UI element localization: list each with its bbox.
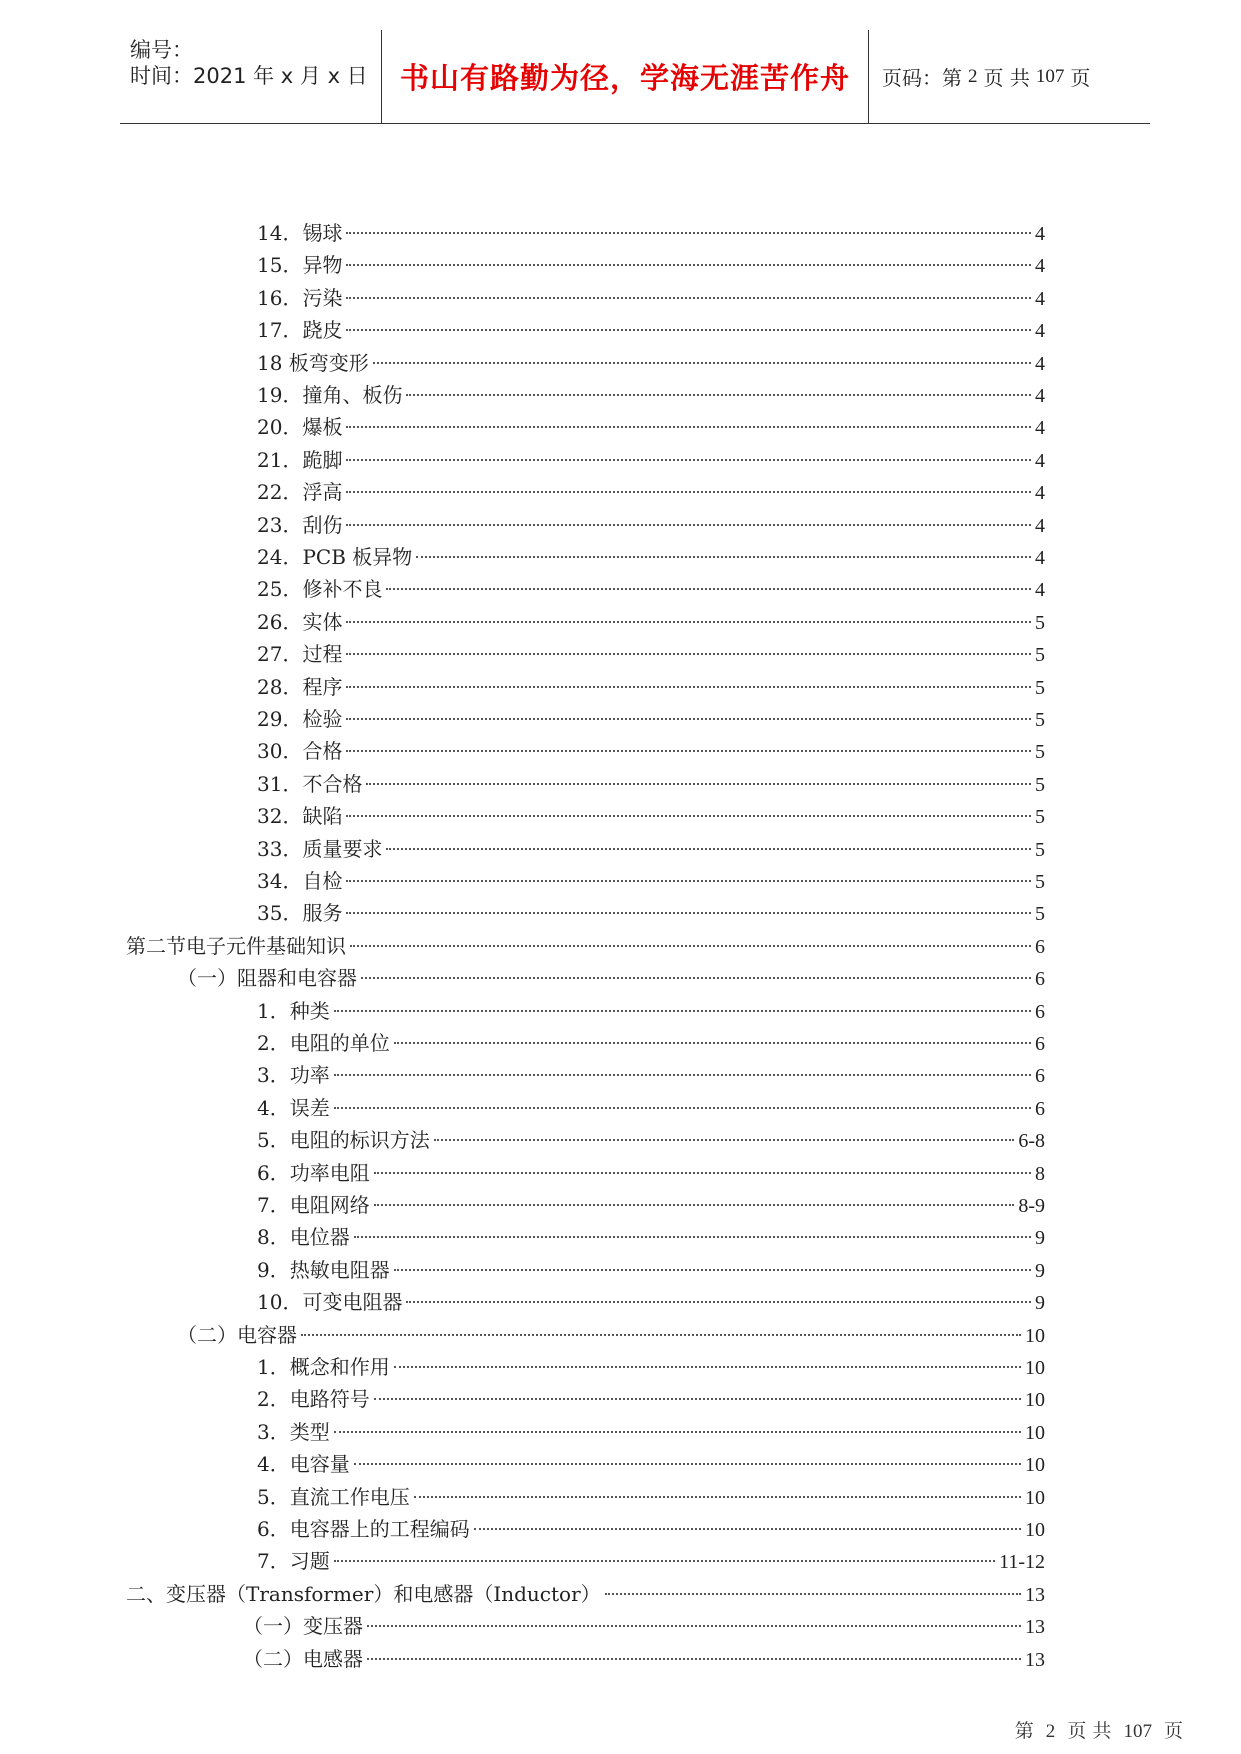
toc-entry-page: 4 [1035, 547, 1045, 569]
header-number-label: 编号： [130, 38, 193, 62]
toc-entry-label: 21．跪脚 [257, 447, 343, 472]
toc-entry-label: （一）阻器和电容器 [177, 966, 357, 991]
toc-entry-page: 5 [1035, 709, 1045, 731]
toc-leader-dots [366, 783, 1031, 785]
toc-entry-page: 5 [1035, 838, 1045, 861]
page-header [120, 30, 1150, 124]
toc-leader-dots [414, 1496, 1021, 1498]
toc-entry[interactable] [257, 509, 1045, 541]
toc-leader-dots [394, 1042, 1031, 1044]
toc-leader-dots [367, 1658, 1021, 1660]
toc-leader-dots [346, 491, 1031, 493]
toc-entry-page: 4 [1035, 223, 1045, 245]
toc-entry-label: 7．电阻网络 [257, 1193, 370, 1217]
toc-entry[interactable] [243, 1643, 1045, 1675]
toc-entry-page: 13 [1025, 1616, 1045, 1639]
footer-page-total: 107 [1123, 1721, 1152, 1742]
toc-leader-dots [346, 459, 1031, 461]
toc-entry[interactable] [126, 930, 1045, 962]
toc-entry[interactable] [257, 1124, 1045, 1156]
toc-entry-page: 10 [1025, 1324, 1045, 1347]
footer-page-current: 2 [1045, 1721, 1056, 1742]
toc-entry[interactable] [257, 1351, 1045, 1383]
toc-leader-dots [301, 1334, 1021, 1336]
toc-entry-label: 27．过程 [257, 642, 343, 667]
toc-entry-page: 5 [1035, 676, 1045, 699]
toc-entry[interactable] [257, 1448, 1045, 1480]
toc-entry-label: 9．热敏电阻器 [257, 1257, 390, 1282]
toc-entry[interactable] [257, 1189, 1045, 1221]
toc-entry-page: 8 [1035, 1162, 1045, 1185]
toc-entry[interactable] [257, 1221, 1045, 1253]
toc-entry-page: 4 [1035, 287, 1045, 310]
toc-leader-dots [334, 1074, 1031, 1076]
toc-leader-dots [346, 912, 1031, 914]
toc-entry-label: 33．质量要求 [257, 836, 383, 861]
toc-entry[interactable] [257, 768, 1045, 800]
toc-entry-page: 10 [1025, 1421, 1045, 1444]
toc-entry-label: 32．缺陷 [257, 804, 343, 829]
toc-leader-dots [361, 977, 1031, 979]
toc-entry[interactable] [177, 1319, 1045, 1351]
toc-leader-dots [386, 848, 1031, 850]
toc-leader-dots [346, 297, 1031, 299]
toc-entry-label: 22．浮高 [257, 480, 343, 505]
toc-leader-dots [394, 1269, 1031, 1271]
toc-entry-label: 30．合格 [257, 739, 343, 764]
toc-entry-label: 6．电容器上的工程编码 [257, 1517, 470, 1541]
toc-leader-dots [374, 1398, 1021, 1400]
toc-leader-dots [374, 1172, 1031, 1174]
toc-entry-page: 4 [1035, 514, 1045, 537]
toc-entry[interactable] [257, 282, 1045, 314]
toc-entry-page: 10 [1025, 1519, 1045, 1541]
toc-entry[interactable] [257, 1286, 1045, 1318]
toc-entry-label: 16．污染 [257, 285, 343, 310]
toc-entry[interactable] [257, 1383, 1045, 1415]
header-meta [130, 30, 390, 123]
toc-entry[interactable] [257, 541, 1045, 573]
toc-entry-page: 6 [1035, 1000, 1045, 1023]
toc-entry-label: 5．电阻的标识方法 [257, 1128, 430, 1153]
toc-entry[interactable] [257, 1059, 1045, 1091]
toc-leader-dots [346, 880, 1031, 882]
toc-entry-label: 10．可变电阻器 [257, 1290, 403, 1315]
toc-entry-page: 5 [1035, 644, 1045, 667]
toc-leader-dots [334, 1560, 995, 1562]
toc-entry-page: 13 [1025, 1648, 1045, 1671]
toc-entry-label: 15．异物 [257, 253, 343, 278]
toc-entry-label: （二）电感器 [243, 1646, 363, 1671]
toc-leader-dots [374, 1204, 1015, 1206]
toc-leader-dots [386, 588, 1031, 590]
toc-leader-dots [346, 718, 1031, 720]
toc-entry-page: 10 [1025, 1486, 1045, 1509]
toc-entry[interactable] [257, 833, 1045, 865]
toc-entry-label: 2．电阻的单位 [257, 1031, 390, 1055]
toc-entry-label: 6．功率电阻 [257, 1160, 370, 1185]
toc-entry[interactable] [257, 865, 1045, 897]
toc-leader-dots [373, 362, 1031, 364]
toc-entry[interactable] [257, 671, 1045, 703]
toc-leader-dots [346, 232, 1031, 234]
header-page-middle: 页 共 [983, 66, 1030, 90]
toc-entry-page: 4 [1035, 449, 1045, 472]
toc-entry-page: 6 [1035, 935, 1045, 958]
toc-entry-label: 4．电容量 [257, 1452, 350, 1477]
toc-leader-dots [346, 815, 1031, 817]
toc-entry-page: 4 [1035, 320, 1045, 343]
toc-entry[interactable] [257, 411, 1045, 443]
toc-entry-page: 4 [1035, 352, 1045, 375]
toc-leader-dots [416, 556, 1031, 558]
header-page-current: 2 [968, 65, 978, 87]
toc-entry-page: 13 [1025, 1583, 1045, 1606]
toc-entry-label: 26．实体 [257, 609, 343, 634]
toc-leader-dots [346, 524, 1031, 526]
toc-entry[interactable] [257, 217, 1045, 249]
toc-entry-page: 5 [1035, 806, 1045, 829]
toc-entry-label: 31．不合格 [257, 771, 363, 796]
toc-leader-dots [346, 621, 1031, 623]
footer-prefix: 第 [1014, 1720, 1034, 1742]
header-page-prefix: 页码：第 [882, 66, 962, 90]
toc-entry-label: 8．电位器 [257, 1225, 350, 1250]
toc-entry-label: 35．服务 [257, 901, 343, 926]
toc-entry-page: 5 [1035, 903, 1045, 926]
toc-entry-label: （二）电容器 [177, 1322, 297, 1347]
toc-entry-page: 4 [1035, 579, 1045, 602]
toc-entry-label: 29．检验 [257, 707, 343, 731]
toc-entry-label: 7．习题 [257, 1549, 330, 1574]
toc-entry-label: 17．跷皮 [257, 318, 343, 343]
header-motto: 书山有路勤为径，学海无涯苦作舟 [399, 61, 850, 95]
toc-leader-dots [346, 264, 1031, 266]
toc-entry-label: 3．功率 [257, 1063, 330, 1088]
toc-entry-page: 9 [1035, 1259, 1045, 1282]
toc-entry-label: 3．类型 [257, 1419, 330, 1444]
toc-leader-dots [354, 1236, 1031, 1238]
toc-entry[interactable] [257, 1092, 1045, 1124]
toc-entry-page: 6 [1035, 1033, 1045, 1055]
toc-entry[interactable] [257, 735, 1045, 767]
toc-entry-label: 28．程序 [257, 674, 343, 699]
toc-entry[interactable] [257, 573, 1045, 605]
toc-entry[interactable] [243, 1610, 1045, 1642]
header-time-label: 时间：2021 年 x 月 x 日 [130, 64, 368, 88]
toc-leader-dots [334, 1107, 1031, 1109]
toc-leader-dots [474, 1528, 1021, 1530]
toc-entry[interactable] [126, 1578, 1045, 1610]
toc-entry[interactable] [257, 1545, 1045, 1577]
toc-entry-page: 6-8 [1018, 1130, 1045, 1153]
toc-entry-label: 34．自检 [257, 869, 343, 893]
toc-entry[interactable] [257, 800, 1045, 832]
toc-leader-dots [346, 329, 1031, 331]
toc-leader-dots [346, 750, 1031, 752]
toc-leader-dots [434, 1139, 1015, 1141]
toc-leader-dots [354, 1463, 1021, 1465]
toc-entry[interactable] [257, 995, 1045, 1027]
toc-leader-dots [394, 1366, 1021, 1368]
toc-entry-page: 4 [1035, 255, 1045, 278]
footer-suffix: 页 [1163, 1720, 1183, 1742]
toc-entry[interactable] [257, 314, 1045, 346]
toc-entry-page: 10 [1025, 1357, 1045, 1379]
toc-entry[interactable] [257, 606, 1045, 638]
toc-entry[interactable] [257, 1254, 1045, 1286]
toc-leader-dots [334, 1010, 1031, 1012]
toc-entry[interactable] [257, 347, 1045, 379]
toc-entry-label: 1．种类 [257, 998, 330, 1023]
toc-entry-page: 4 [1035, 385, 1045, 407]
toc-entry-page: 8-9 [1018, 1195, 1045, 1217]
toc-leader-dots [605, 1593, 1021, 1595]
toc-entry-page: 4 [1035, 482, 1045, 505]
header-divider [868, 30, 869, 123]
toc-entry-label: 25．修补不良 [257, 577, 383, 602]
toc-entry-page: 5 [1035, 741, 1045, 764]
toc-entry-label: 20．爆板 [257, 415, 343, 440]
toc-entry-page: 4 [1035, 417, 1045, 440]
toc-entry-label: 24．PCB 板异物 [257, 545, 413, 569]
toc-leader-dots [346, 426, 1031, 428]
toc-entry-page: 9 [1035, 1227, 1045, 1250]
page-footer [1015, 1716, 1183, 1743]
toc-entry-label: 第二节电子元件基础知识 [126, 933, 346, 958]
toc-entry[interactable] [257, 444, 1045, 476]
toc-entry-label: 2．电路符号 [257, 1387, 370, 1412]
toc-entry[interactable] [257, 249, 1045, 281]
toc-entry-label: 二、变压器（Transformer）和电感器（Inductor） [126, 1581, 601, 1606]
toc-entry[interactable] [177, 962, 1045, 994]
toc-entry-label: （一）变压器 [243, 1614, 363, 1639]
header-page-info [882, 30, 1142, 123]
toc-entry-label: 19．撞角、板伤 [257, 383, 403, 407]
toc-entry-label: 5．直流工作电压 [257, 1484, 410, 1509]
toc-entry-label: 18 板弯变形 [257, 350, 369, 375]
toc-entry[interactable] [257, 1481, 1045, 1513]
toc-entry[interactable] [257, 1513, 1045, 1545]
toc-entry-page: 10 [1025, 1454, 1045, 1477]
toc-entry-page: 6 [1035, 1097, 1045, 1120]
toc-entry-page: 10 [1025, 1389, 1045, 1412]
toc-entry-label: 14．锡球 [257, 221, 343, 245]
toc-entry[interactable] [257, 1027, 1045, 1059]
toc-entry[interactable] [257, 638, 1045, 670]
toc-entry-page: 5 [1035, 611, 1045, 634]
toc-leader-dots [350, 945, 1031, 947]
toc-leader-dots [346, 653, 1031, 655]
toc-entry[interactable] [257, 379, 1045, 411]
toc-entry-label: 23．刮伤 [257, 512, 343, 537]
toc-entry-page: 11-12 [999, 1551, 1045, 1574]
header-page-total: 107 [1035, 65, 1065, 87]
toc-leader-dots [346, 686, 1031, 688]
toc-leader-dots [367, 1625, 1021, 1627]
toc-entry-page: 6 [1035, 968, 1045, 991]
toc-entry[interactable] [257, 1157, 1045, 1189]
toc-entry-page: 6 [1035, 1065, 1045, 1088]
footer-middle: 页 共 [1067, 1720, 1112, 1742]
toc-entry-page: 9 [1035, 1292, 1045, 1315]
toc-entry-page: 5 [1035, 871, 1045, 893]
toc-leader-dots [406, 394, 1031, 396]
toc-entry[interactable] [257, 897, 1045, 929]
toc-leader-dots [334, 1431, 1021, 1433]
toc-entry[interactable] [257, 1416, 1045, 1448]
toc-entry[interactable] [257, 703, 1045, 735]
toc-entry-label: 4．误差 [257, 1095, 330, 1120]
toc-entry-label: 1．概念和作用 [257, 1355, 390, 1379]
toc-leader-dots [406, 1301, 1031, 1303]
toc-entry-page: 5 [1035, 773, 1045, 796]
header-page-suffix: 页 [1070, 66, 1091, 90]
toc-entry[interactable] [257, 476, 1045, 508]
